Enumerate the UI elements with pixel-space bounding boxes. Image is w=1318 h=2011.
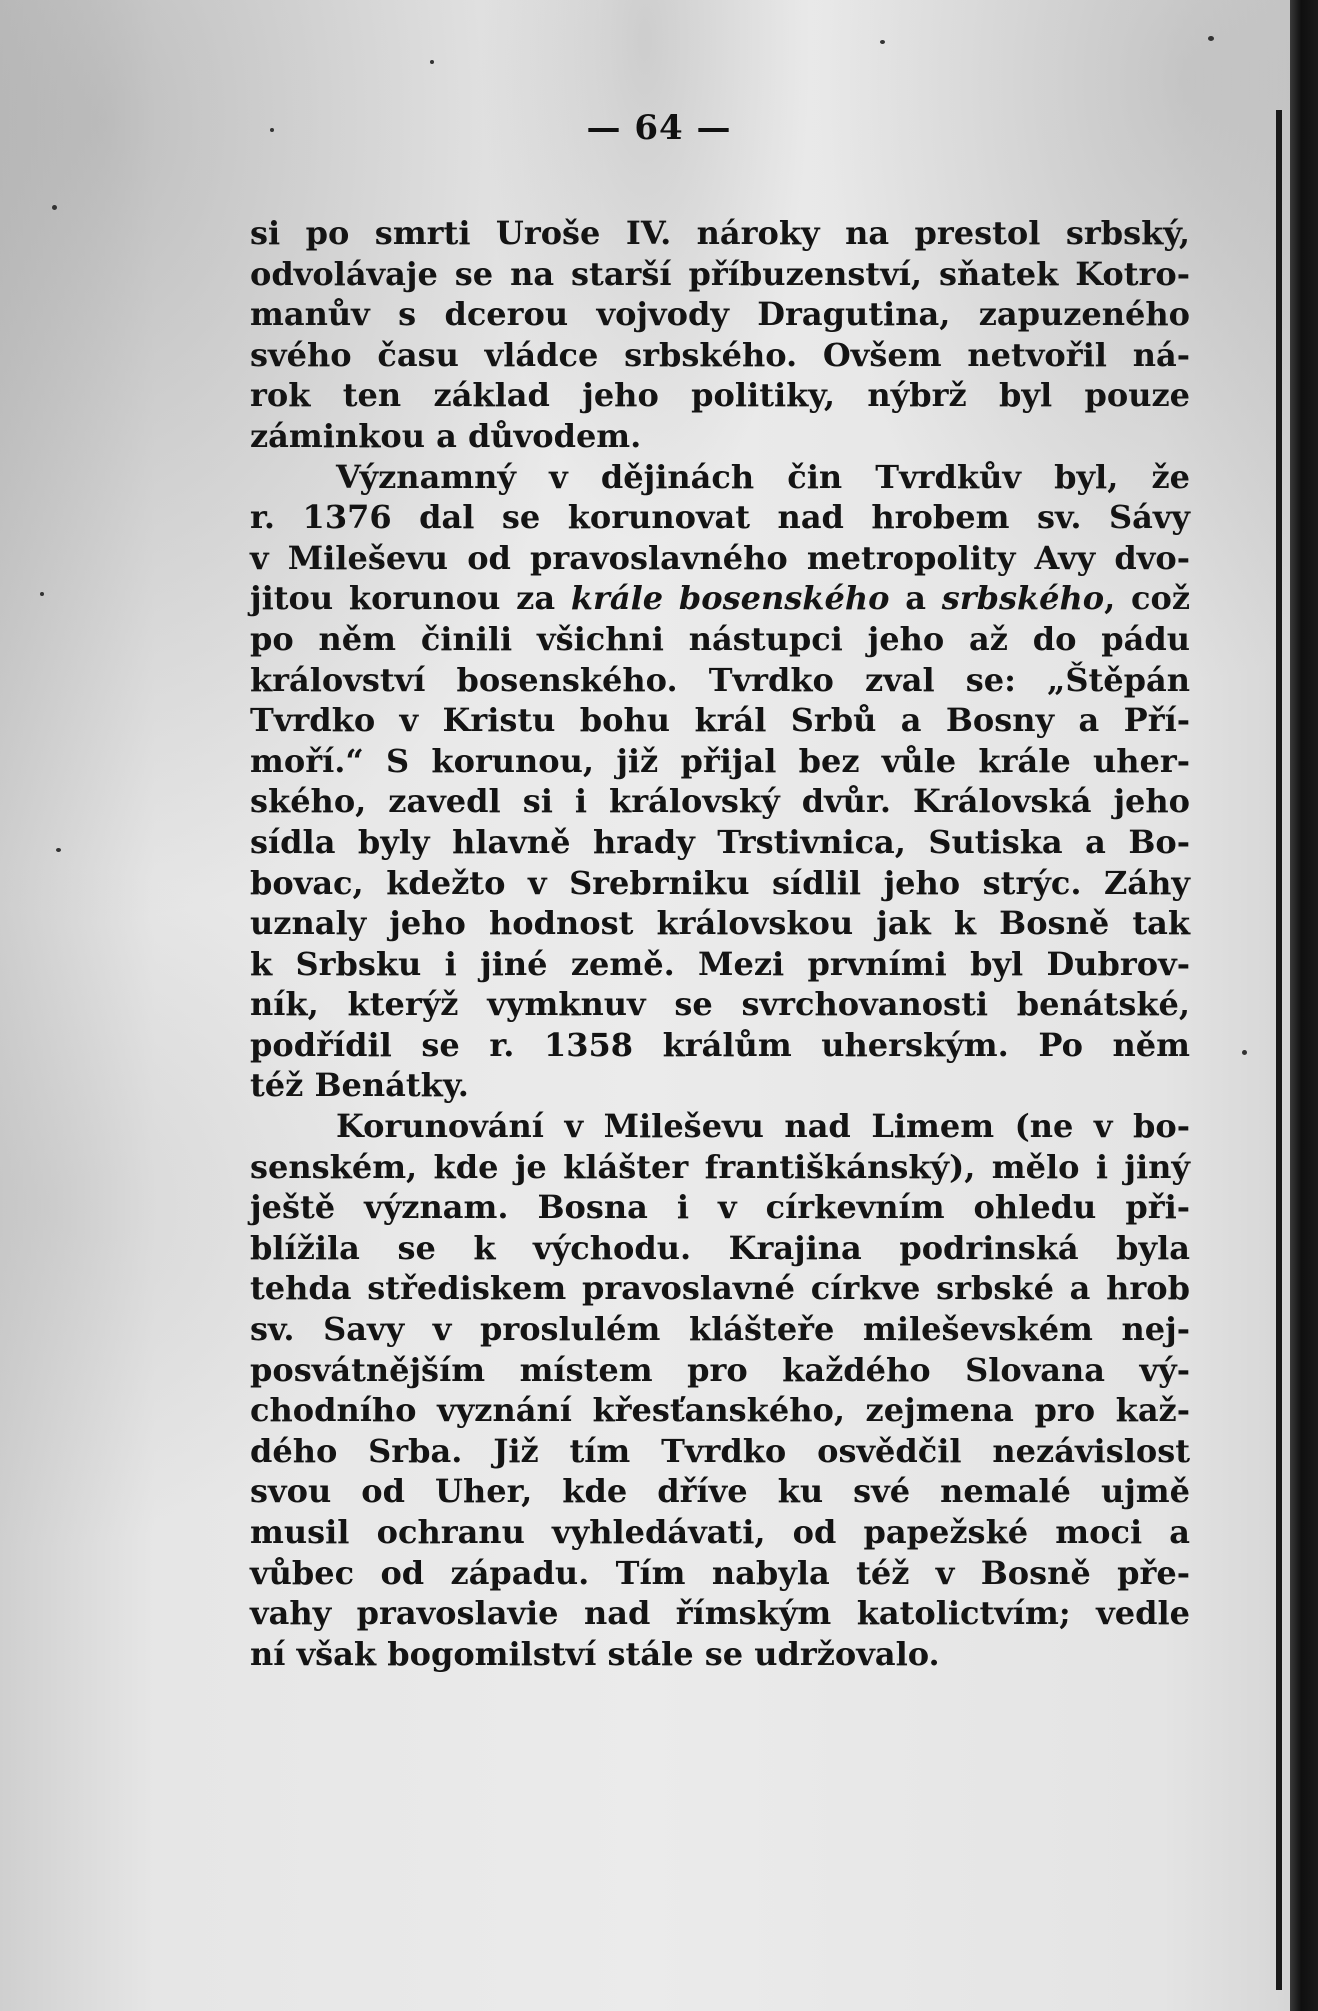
text-line: posvátnějším místem pro každého Slovana vý- <box>250 1350 1190 1389</box>
page-number: — 64 — <box>586 108 732 148</box>
text-line: senském, kde je klášter františkánský), mělo i jiný <box>250 1147 1190 1186</box>
print-speck <box>1242 1050 1247 1055</box>
text-segment: , což <box>1104 579 1191 618</box>
text-line: záminkou a důvodem. <box>250 416 642 455</box>
text-line: dého Srba. Již tím Tvrdko osvědčil nezávislost <box>250 1431 1190 1470</box>
text-line: uznaly jeho hodnost královskou jak k Bosně tak <box>250 904 1190 943</box>
text-line: vahy pravoslavie nad římským katolictvím; vedle <box>250 1594 1190 1633</box>
text-line: bovac, kdežto v Srebrniku sídlil jeho strýc. Záhy <box>250 863 1190 902</box>
text-line: Korunování v Mileševu nad Limem (ne v bo- <box>336 1107 1190 1146</box>
text-line: království bosenského. Tvrdko zval se: „Štěpán <box>250 660 1190 699</box>
text-segment: a <box>889 579 942 618</box>
page-edge-line <box>1276 110 1282 1990</box>
text-line: rok ten základ jeho politiky, nýbrž byl pouze <box>250 376 1190 415</box>
text-line: ník, kterýž vymknuv se svrchovanosti benátské, <box>250 985 1190 1024</box>
text-line: r. 1376 dal se korunovat nad hrobem sv. Sávy <box>250 498 1190 537</box>
text-line: si po smrti Uroše IV. nároky na prestol srbský, <box>250 214 1190 252</box>
text-line <box>250 578 1190 619</box>
text-line: Tvrdko v Kristu bohu král Srbů a Bosny a Pří- <box>250 701 1190 740</box>
italic-text: srbského <box>941 579 1105 618</box>
text-line: vůbec od západu. Tím nabyla též v Bosně pře- <box>250 1553 1190 1592</box>
text-line: ní však bogomilství stále se udržovalo. <box>250 1634 940 1673</box>
text-line: chodního vyznání křesťanského, zejmena pro kaž- <box>250 1391 1190 1430</box>
text-line: odvolávaje se na starší příbuzenství, sňatek Kotro- <box>250 254 1190 293</box>
text-line: Významný v dějinách čin Tvrdkův byl, že <box>336 457 1190 496</box>
text-line: též Benátky. <box>250 1066 469 1105</box>
text-line: v Mileševu od pravoslavného metropolity Avy dvo- <box>250 538 1190 577</box>
print-speck <box>1208 36 1214 41</box>
print-speck <box>52 205 57 210</box>
text-line: ského, zavedl si i královský dvůr. Královská jeho <box>250 782 1190 821</box>
body-text <box>250 213 1190 1674</box>
text-line: sídla byly hlavně hrady Trstivnica, Sutiska a Bo- <box>250 822 1190 861</box>
print-speck <box>40 592 44 596</box>
text-line: po něm činili všichni nástupci jeho až do pádu <box>250 619 1190 658</box>
binding-edge <box>1290 0 1318 2011</box>
text-line: blížila se k východu. Krajina podrinská byla <box>250 1228 1190 1267</box>
text-line: ještě význam. Bosna i v církevním ohledu při- <box>250 1188 1190 1227</box>
text-line: musil ochranu vyhledávati, od papežské moci a <box>250 1513 1190 1551</box>
text-line: manův s dcerou vojvody Dragutina, zapuzeného <box>250 295 1190 334</box>
text-line: podřídil se r. 1358 králům uherským. Po něm <box>250 1025 1190 1064</box>
text-segment: jitou korunou za <box>250 579 571 618</box>
text-line: svou od Uher, kde dříve ku své nemalé ujmě <box>250 1472 1190 1511</box>
print-speck <box>880 40 885 44</box>
print-speck <box>56 848 61 852</box>
text-line: moří.“ S korunou, již přijal bez vůle krále uher- <box>250 741 1190 780</box>
text-line: sv. Savy v proslulém klášteře mileševském nej- <box>250 1310 1190 1349</box>
text-line: k Srbsku i jiné země. Mezi prvními byl Dubrov- <box>250 944 1190 983</box>
text-line: svého času vládce srbského. Ovšem netvořil ná- <box>250 335 1190 374</box>
text-line: tehda střediskem pravoslavné církve srbské a hrob <box>250 1269 1190 1308</box>
italic-text: krále bosenského <box>570 579 890 618</box>
print-speck <box>430 60 434 64</box>
